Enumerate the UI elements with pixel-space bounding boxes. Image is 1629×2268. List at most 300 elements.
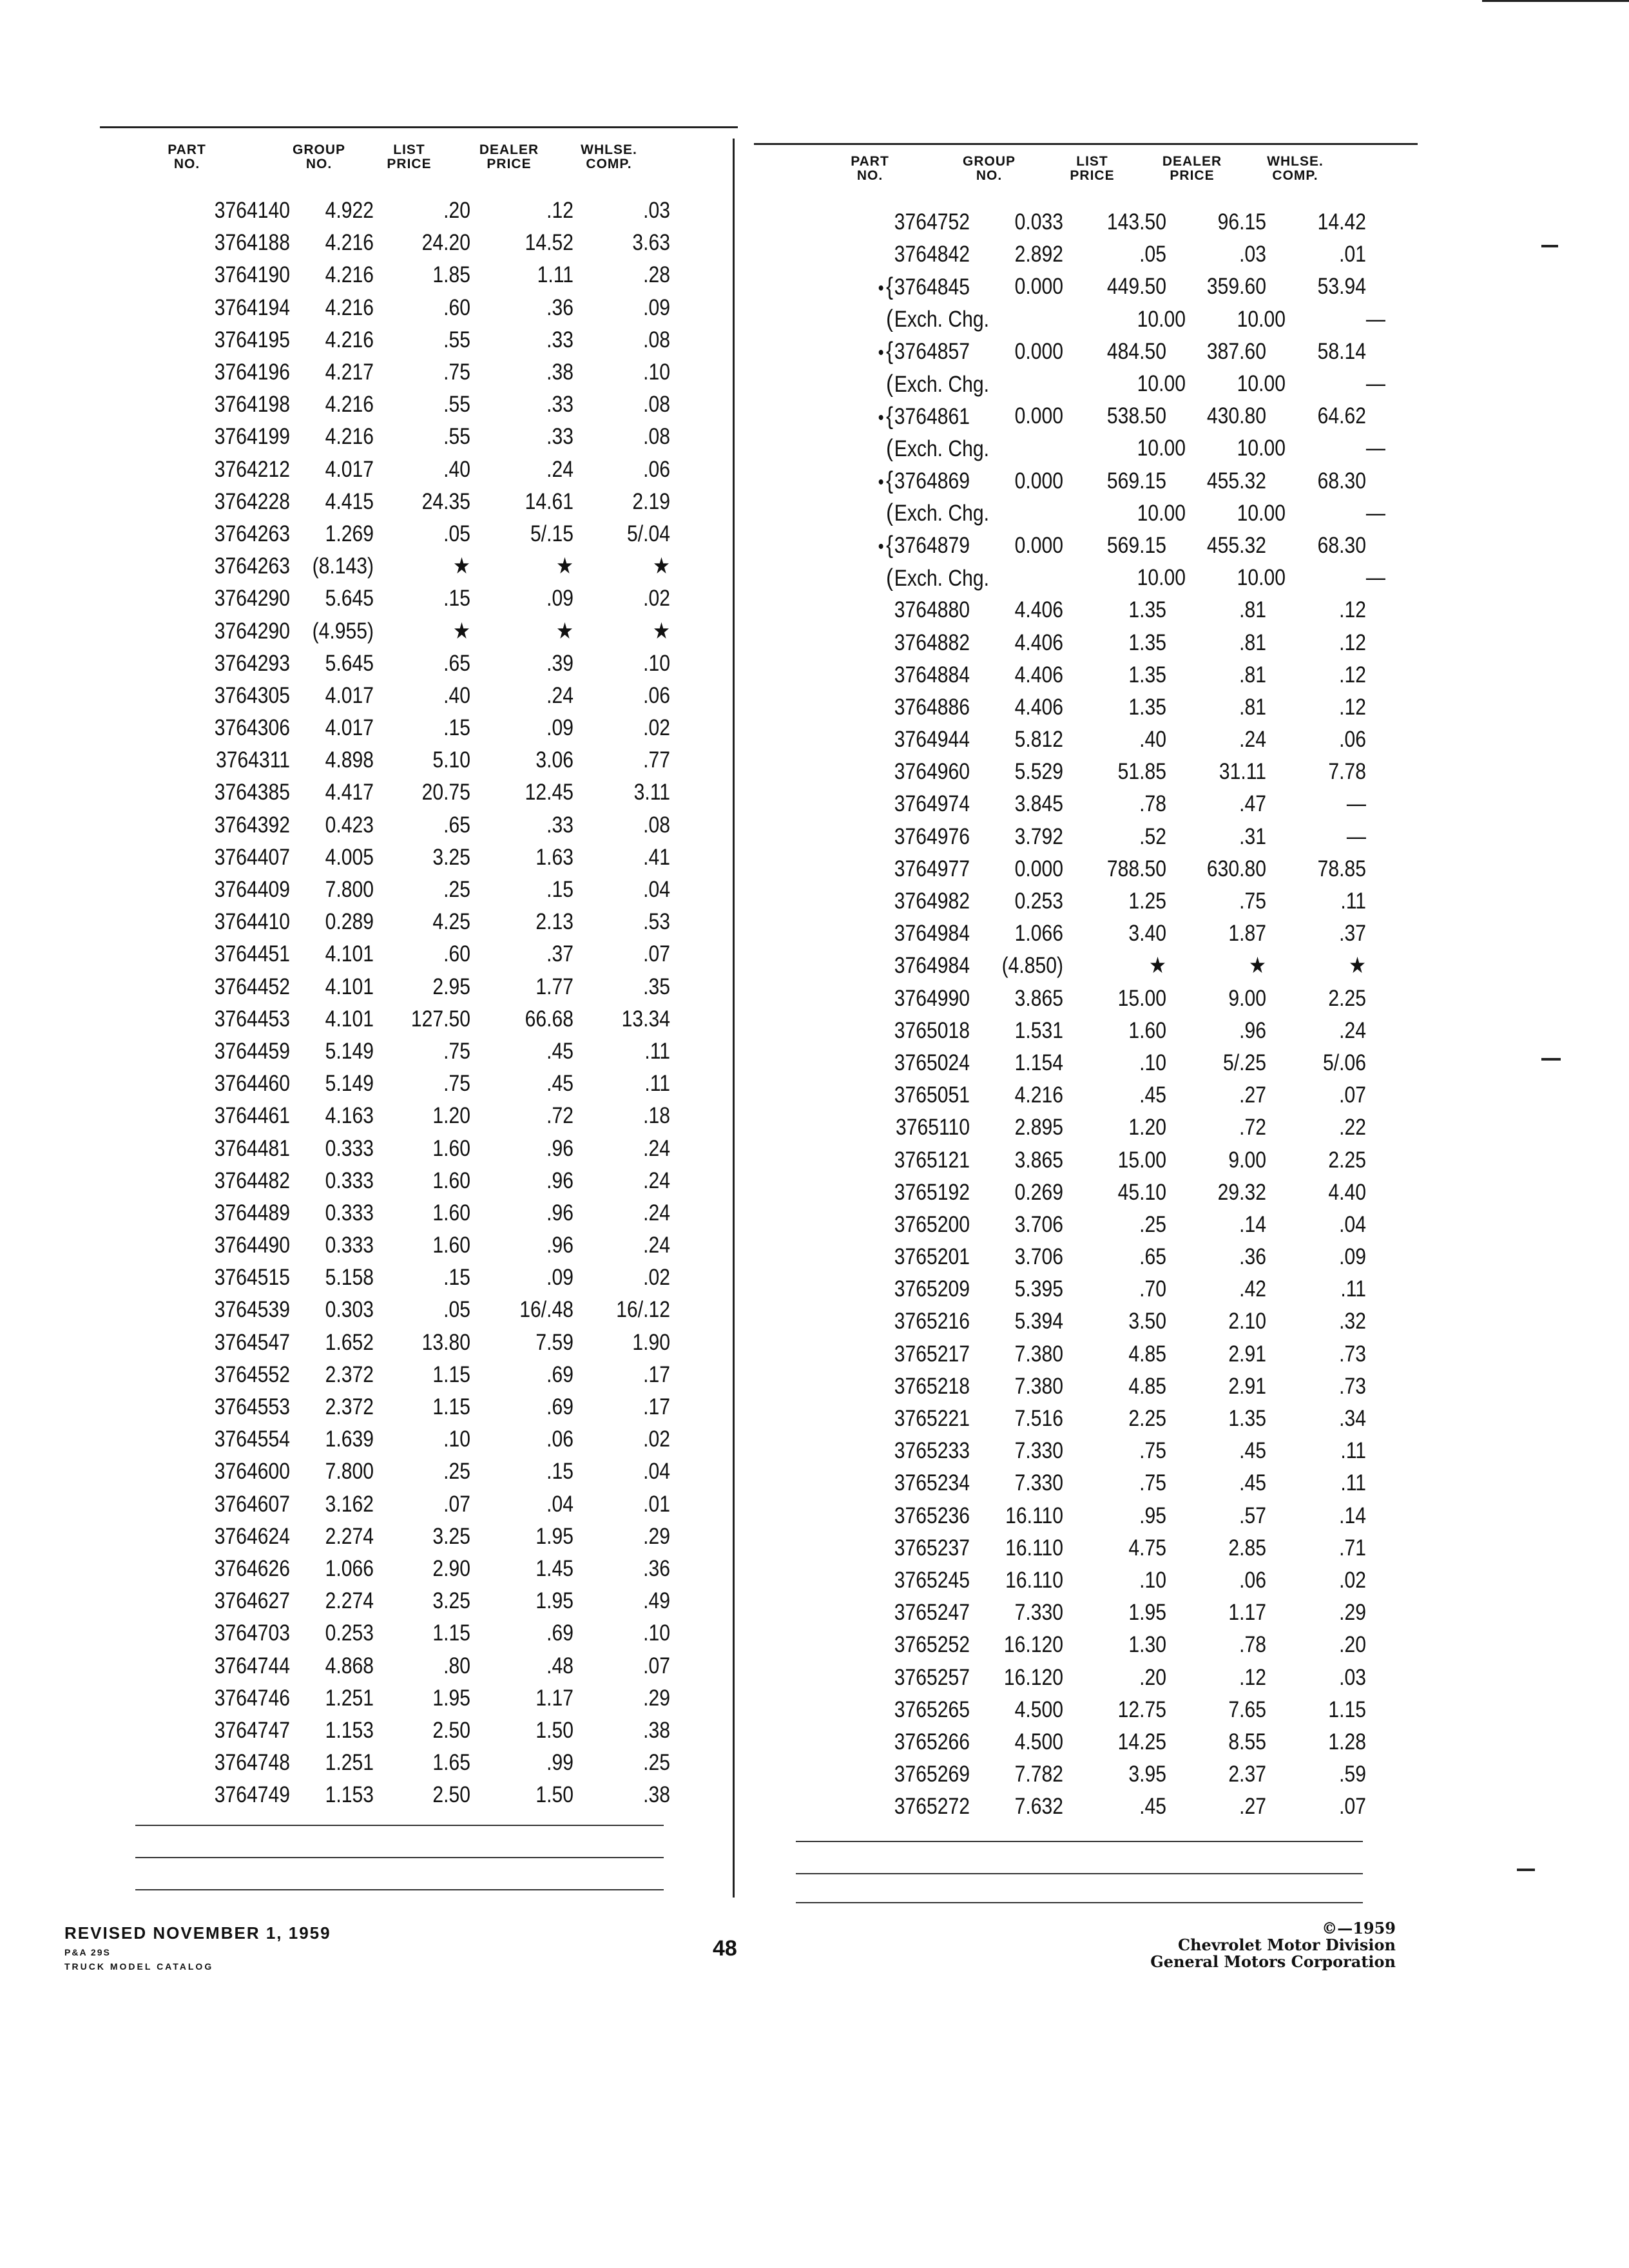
cell-list bbox=[1077, 1470, 1166, 1496]
cell-whlse bbox=[587, 553, 670, 579]
cell-whlse bbox=[587, 230, 670, 256]
cell-text: 4.406 bbox=[1014, 694, 1063, 720]
cell-part bbox=[818, 1600, 970, 1626]
cell-text: 3765218 bbox=[894, 1373, 970, 1399]
cell-text: 3764489 bbox=[214, 1200, 290, 1225]
cell-dealer bbox=[485, 1394, 574, 1420]
cell-text: .10 bbox=[643, 360, 670, 385]
pa-code: P&A 29S bbox=[64, 1947, 111, 1957]
header-whlse-comp: WHLSE. COMP. bbox=[581, 142, 637, 171]
cell-list bbox=[1077, 468, 1166, 494]
cell-list bbox=[1077, 242, 1166, 267]
table-row bbox=[793, 1370, 1385, 1403]
cell-text: 3764607 bbox=[214, 1491, 290, 1517]
table-row bbox=[793, 1629, 1385, 1661]
cell-whlse bbox=[1280, 856, 1366, 882]
cell-text: .35 bbox=[643, 974, 670, 999]
cell-whlse bbox=[587, 457, 670, 483]
cell-dealer bbox=[1181, 1632, 1266, 1658]
cell-dealer bbox=[485, 780, 574, 805]
header-whlse-comp: WHLSE. COMP. bbox=[1267, 154, 1324, 183]
cell-text: 3764884 bbox=[894, 662, 970, 687]
cell-part bbox=[818, 273, 970, 301]
cell-whlse bbox=[587, 1459, 670, 1485]
cell-group bbox=[302, 327, 374, 353]
cell-text: .37 bbox=[1339, 921, 1366, 947]
cell-dealer bbox=[485, 327, 574, 353]
cell-text: 2.91 bbox=[1228, 1373, 1266, 1399]
cell-whlse bbox=[587, 1620, 670, 1646]
cell-dealer bbox=[485, 1265, 574, 1291]
header-list-price: LIST PRICE bbox=[1070, 154, 1115, 183]
footer-rule bbox=[796, 1873, 1363, 1874]
cell-part bbox=[818, 1212, 970, 1238]
cell-part bbox=[151, 1330, 290, 1356]
cell-whlse bbox=[587, 1427, 670, 1452]
cell-text: .27 bbox=[1239, 1794, 1266, 1820]
cell-group bbox=[302, 1136, 374, 1162]
cell-text: 68.30 bbox=[1317, 468, 1366, 494]
cell-text: .69 bbox=[546, 1394, 574, 1420]
cell-whlse bbox=[587, 1168, 670, 1194]
cell-part bbox=[818, 824, 970, 850]
cell-text: 3764195 bbox=[214, 327, 290, 352]
cell-text: Exch. Chg. bbox=[894, 307, 989, 332]
cell-group bbox=[302, 1265, 374, 1291]
table-row bbox=[129, 1553, 670, 1585]
table-row bbox=[129, 324, 670, 356]
cell-dealer bbox=[485, 845, 574, 870]
table-row bbox=[129, 1682, 670, 1715]
cell-text: 1.50 bbox=[535, 1717, 574, 1743]
cell-dealer bbox=[1181, 1018, 1266, 1044]
cell-text: 1.11 bbox=[537, 262, 574, 288]
cell-text: 1.35 bbox=[1128, 694, 1166, 720]
cell-text: .45 bbox=[546, 1038, 574, 1064]
table-row bbox=[793, 1661, 1385, 1693]
table-row bbox=[793, 626, 1385, 658]
cell-text: .45 bbox=[1239, 1438, 1266, 1464]
cell-part bbox=[151, 715, 290, 741]
cell-part bbox=[151, 457, 290, 483]
cell-whlse bbox=[587, 295, 670, 321]
table-row bbox=[793, 821, 1385, 853]
cell-text: .10 bbox=[643, 1620, 670, 1646]
cell-part bbox=[818, 1050, 970, 1076]
cell-dealer bbox=[485, 1588, 574, 1614]
cell-part bbox=[151, 1524, 290, 1550]
cell-text: 2.90 bbox=[432, 1555, 470, 1581]
cell-group bbox=[983, 1503, 1063, 1529]
cell-part bbox=[151, 360, 290, 385]
cell-group bbox=[983, 1115, 1063, 1140]
cell-dealer bbox=[1200, 436, 1286, 461]
cell-text: 1.20 bbox=[432, 1103, 470, 1129]
cell-whlse bbox=[587, 1330, 670, 1356]
cell-text: 15.00 bbox=[1117, 1147, 1166, 1173]
table-row bbox=[793, 1047, 1385, 1079]
cell-list bbox=[387, 1750, 470, 1776]
cell-text: .08 bbox=[643, 392, 670, 418]
brace-icon: ( bbox=[886, 305, 894, 333]
table-row bbox=[793, 1467, 1385, 1499]
margin-mark bbox=[1517, 1869, 1535, 1871]
cell-text: .41 bbox=[643, 844, 670, 870]
cell-text: 4.406 bbox=[1014, 662, 1063, 687]
cell-whlse bbox=[587, 651, 670, 677]
cell-group bbox=[302, 1750, 374, 1776]
cell-list bbox=[1077, 1762, 1166, 1787]
cell-text: 3764976 bbox=[894, 823, 970, 849]
cell-list bbox=[387, 392, 470, 418]
cell-whlse bbox=[1280, 1244, 1366, 1270]
cell-part bbox=[818, 1665, 970, 1691]
cell-group bbox=[302, 553, 374, 579]
cell-text: .18 bbox=[643, 1103, 670, 1129]
cell-part bbox=[151, 230, 290, 256]
cell-part bbox=[818, 921, 970, 947]
cell-text: 1.154 bbox=[1014, 1050, 1063, 1075]
exchange-charge-row bbox=[793, 432, 1385, 465]
table-row bbox=[793, 1305, 1385, 1338]
cell-text: — bbox=[1346, 823, 1366, 849]
cell-text: .09 bbox=[546, 715, 574, 741]
cell-text: .36 bbox=[643, 1555, 670, 1581]
cell-dealer bbox=[1181, 759, 1266, 785]
cell-text: 2.25 bbox=[1328, 1147, 1366, 1173]
cell-text: 2.85 bbox=[1228, 1535, 1266, 1561]
cell-list bbox=[387, 521, 470, 547]
column-divider bbox=[733, 139, 735, 1898]
cell-text: 3.162 bbox=[325, 1491, 374, 1517]
cell-text: .14 bbox=[1239, 1211, 1266, 1237]
cell-list bbox=[387, 1653, 470, 1679]
cell-dealer bbox=[1181, 1729, 1266, 1755]
cell-list bbox=[387, 1524, 470, 1550]
table-row bbox=[793, 1241, 1385, 1273]
cell-text: 4.75 bbox=[1128, 1535, 1166, 1561]
cell-list bbox=[387, 1103, 470, 1129]
cell-text: 3764749 bbox=[214, 1782, 290, 1808]
cell-text: — bbox=[1365, 565, 1385, 591]
cell-text: 14.25 bbox=[1117, 1729, 1166, 1754]
cell-text: .06 bbox=[643, 682, 670, 708]
cell-text: 3764747 bbox=[214, 1717, 290, 1743]
cell-text: 1.639 bbox=[325, 1427, 374, 1452]
cell-text: 2.372 bbox=[325, 1361, 374, 1387]
cell-dealer bbox=[1181, 1050, 1266, 1076]
cell-text: 3765252 bbox=[894, 1632, 970, 1658]
cell-part bbox=[818, 1374, 970, 1399]
cell-part bbox=[151, 1394, 290, 1420]
table-row bbox=[129, 389, 670, 421]
cell-text: .81 bbox=[1239, 629, 1266, 655]
cell-whlse bbox=[587, 360, 670, 385]
cell-whlse bbox=[587, 1136, 670, 1162]
cell-list bbox=[387, 1718, 470, 1744]
cell-text: .99 bbox=[546, 1750, 574, 1776]
cell-part bbox=[151, 651, 290, 677]
cell-whlse bbox=[1280, 824, 1366, 850]
cell-part bbox=[151, 262, 290, 288]
corner-rule bbox=[1482, 0, 1629, 2]
cell-dealer bbox=[1200, 565, 1286, 591]
cell-dealer bbox=[485, 1039, 574, 1064]
cell-group bbox=[302, 651, 374, 677]
cell-text: 45.10 bbox=[1117, 1179, 1166, 1205]
cell-dealer bbox=[485, 553, 574, 579]
cell-text: 1.65 bbox=[432, 1750, 470, 1776]
cell-text: 1.153 bbox=[325, 1717, 374, 1743]
cell-whlse bbox=[1280, 1470, 1366, 1496]
cell-list bbox=[1097, 436, 1186, 461]
table-row bbox=[793, 1015, 1385, 1047]
cell-whlse bbox=[587, 1394, 670, 1420]
cell-list bbox=[1077, 1632, 1166, 1658]
cell-text: 3764882 bbox=[894, 629, 970, 655]
table-row bbox=[793, 1403, 1385, 1435]
corporation-name: General Motors Corporation bbox=[1150, 1952, 1396, 1971]
table-row bbox=[793, 691, 1385, 724]
cell-text: 7.78 bbox=[1328, 759, 1366, 785]
cell-text: 788.50 bbox=[1106, 856, 1166, 881]
cell-dealer bbox=[485, 1233, 574, 1258]
cell-text: 2.274 bbox=[325, 1588, 374, 1614]
cell-list bbox=[1097, 565, 1186, 591]
cell-whlse bbox=[1280, 1729, 1366, 1755]
cell-dealer bbox=[485, 1006, 574, 1032]
cell-text: 7.330 bbox=[1014, 1600, 1063, 1626]
cell-text: (4.850) bbox=[1001, 953, 1063, 979]
cell-text: 1.066 bbox=[1014, 921, 1063, 947]
cell-text: 4.216 bbox=[325, 294, 374, 320]
cell-list bbox=[1077, 791, 1166, 817]
cell-text: 3.50 bbox=[1128, 1309, 1166, 1334]
cell-list bbox=[387, 553, 470, 579]
cell-dealer bbox=[1181, 921, 1266, 947]
cell-group bbox=[302, 1620, 374, 1646]
cell-text: 0.423 bbox=[325, 812, 374, 838]
cell-whlse bbox=[1280, 759, 1366, 785]
table-row bbox=[129, 518, 670, 550]
cell-dealer bbox=[485, 1492, 574, 1517]
cell-text: .95 bbox=[1139, 1503, 1166, 1528]
cell-text: 3764984 bbox=[894, 953, 970, 979]
cell-list bbox=[1077, 1148, 1166, 1173]
cell-list bbox=[1077, 1276, 1166, 1302]
cell-part bbox=[818, 1470, 970, 1496]
cell-list bbox=[1077, 1568, 1166, 1593]
cell-group bbox=[302, 198, 374, 224]
cell-text: .08 bbox=[643, 327, 670, 352]
cell-text: .20 bbox=[1139, 1664, 1166, 1690]
cell-dealer bbox=[1181, 1212, 1266, 1238]
cell-text: 0.000 bbox=[1014, 274, 1063, 300]
cell-part bbox=[818, 1438, 970, 1464]
cell-text: 1.15 bbox=[432, 1394, 470, 1420]
cell-text: .81 bbox=[1239, 597, 1266, 623]
cell-group bbox=[983, 889, 1063, 914]
cell-part bbox=[151, 683, 290, 709]
cell-whlse bbox=[1280, 889, 1366, 914]
cell-text: .25 bbox=[443, 877, 470, 903]
cell-dealer bbox=[1181, 533, 1266, 559]
cell-dealer bbox=[485, 1168, 574, 1194]
cell-list bbox=[1097, 501, 1186, 526]
cell-text: .25 bbox=[643, 1750, 670, 1776]
cell-text: — bbox=[1365, 306, 1385, 332]
cell-part bbox=[151, 780, 290, 805]
table-row bbox=[793, 950, 1385, 982]
cell-dealer bbox=[1200, 371, 1286, 397]
cell-text: .04 bbox=[546, 1491, 574, 1517]
cell-whlse bbox=[587, 521, 670, 547]
cell-part bbox=[151, 1200, 290, 1226]
cell-text: 1.95 bbox=[535, 1523, 574, 1549]
cell-whlse bbox=[587, 1265, 670, 1291]
cell-text: 5.645 bbox=[325, 650, 374, 676]
cell-text: .33 bbox=[546, 327, 574, 352]
header-list-price: LIST PRICE bbox=[387, 142, 432, 171]
cell-text: 15.00 bbox=[1117, 985, 1166, 1011]
table-row bbox=[129, 906, 670, 938]
cell-dealer bbox=[485, 1297, 574, 1323]
cell-text: .42 bbox=[1239, 1276, 1266, 1302]
cell-text: 14.42 bbox=[1317, 209, 1366, 235]
table-row bbox=[793, 885, 1385, 918]
cell-group bbox=[983, 1180, 1063, 1206]
cell-group bbox=[983, 1212, 1063, 1238]
cell-text: .75 bbox=[443, 1038, 470, 1064]
cell-text: 3764409 bbox=[214, 877, 290, 903]
cell-text: .65 bbox=[443, 812, 470, 838]
cell-group bbox=[983, 824, 1063, 850]
cell-text: .01 bbox=[643, 1491, 670, 1517]
cell-text: 64.62 bbox=[1317, 403, 1366, 429]
cell-text: 3765237 bbox=[894, 1535, 970, 1561]
cell-text: (8.143) bbox=[312, 553, 374, 579]
cell-text: 4.216 bbox=[325, 424, 374, 450]
cell-part bbox=[151, 1103, 290, 1129]
cell-text: .45 bbox=[1139, 1082, 1166, 1108]
cell-text: .81 bbox=[1239, 662, 1266, 687]
cell-text: .24 bbox=[546, 456, 574, 482]
cell-text: .20 bbox=[443, 198, 470, 224]
brace-icon: { bbox=[886, 467, 894, 495]
cell-text: 7.800 bbox=[325, 1459, 374, 1485]
cell-text: .24 bbox=[643, 1135, 670, 1161]
cell-text: 1.60 bbox=[432, 1233, 470, 1258]
cell-text: 66.68 bbox=[525, 1006, 574, 1032]
header-dealer-price: DEALER PRICE bbox=[1162, 154, 1222, 183]
cell-text: .37 bbox=[546, 941, 574, 967]
exchange-charge-row bbox=[793, 497, 1385, 530]
cell-part bbox=[151, 1459, 290, 1485]
cell-text: 1.90 bbox=[632, 1329, 670, 1355]
cell-text: .38 bbox=[643, 1782, 670, 1808]
cell-group bbox=[302, 1039, 374, 1064]
cell-part bbox=[818, 1632, 970, 1658]
table-row bbox=[129, 809, 670, 841]
cell-text: .40 bbox=[1139, 727, 1166, 753]
cell-whlse bbox=[587, 715, 670, 741]
cell-text: .34 bbox=[1339, 1406, 1366, 1432]
cell-dealer bbox=[485, 1459, 574, 1485]
cell-text: .27 bbox=[1239, 1082, 1266, 1108]
cell-whlse bbox=[1280, 662, 1366, 688]
cell-whlse bbox=[1280, 986, 1366, 1012]
cell-dealer bbox=[1181, 695, 1266, 720]
table-row bbox=[793, 756, 1385, 788]
cell-whlse bbox=[587, 424, 670, 450]
cell-text: Exch. Chg. bbox=[894, 565, 989, 591]
cell-list bbox=[1077, 824, 1166, 850]
cell-whlse bbox=[587, 845, 670, 870]
cell-dealer bbox=[1181, 1406, 1266, 1432]
cell-whlse bbox=[1280, 1212, 1366, 1238]
cell-text: 1.60 bbox=[432, 1200, 470, 1225]
cell-dealer bbox=[1181, 403, 1266, 429]
cell-text: 3764869 bbox=[894, 468, 970, 494]
cell-dealer bbox=[1181, 274, 1266, 300]
cell-text: 3764857 bbox=[894, 339, 970, 365]
cell-text: 4.500 bbox=[1014, 1729, 1063, 1754]
cell-whlse bbox=[587, 909, 670, 935]
cell-group bbox=[983, 533, 1063, 559]
cell-list bbox=[387, 1039, 470, 1064]
cell-text: .75 bbox=[1239, 889, 1266, 914]
cell-group bbox=[302, 812, 374, 838]
cell-text: .96 bbox=[546, 1233, 574, 1258]
cell-text: 3764842 bbox=[894, 242, 970, 267]
cell-dealer bbox=[1181, 1665, 1266, 1691]
cell-part bbox=[818, 1276, 970, 1302]
cell-text: 3764974 bbox=[894, 791, 970, 817]
cell-dealer bbox=[485, 941, 574, 967]
cell-text: 3764188 bbox=[214, 230, 290, 256]
cell-dealer bbox=[1181, 824, 1266, 850]
cell-part bbox=[818, 1018, 970, 1044]
cell-text: 3764263 bbox=[214, 521, 290, 546]
cell-list bbox=[387, 295, 470, 321]
cell-text: 7.330 bbox=[1014, 1438, 1063, 1464]
cell-whlse bbox=[1280, 597, 1366, 623]
cell-text: .11 bbox=[1340, 1438, 1366, 1464]
cell-text: 0.333 bbox=[325, 1135, 374, 1161]
cell-dealer bbox=[1181, 209, 1266, 235]
cell-list bbox=[387, 683, 470, 709]
cell-text: .96 bbox=[1239, 1017, 1266, 1043]
table-row bbox=[129, 1715, 670, 1747]
cell-text: 1.30 bbox=[1128, 1632, 1166, 1658]
cell-text: 78.85 bbox=[1317, 856, 1366, 881]
cell-text: 1.15 bbox=[432, 1620, 470, 1646]
cell-dealer bbox=[1181, 1374, 1266, 1399]
table-row bbox=[793, 918, 1385, 950]
cell-text: 1.251 bbox=[325, 1685, 374, 1711]
cell-dealer bbox=[485, 521, 574, 547]
cell-group bbox=[983, 1148, 1063, 1173]
cell-text: 4.40 bbox=[1328, 1179, 1366, 1205]
cell-group bbox=[302, 1233, 374, 1258]
cell-list bbox=[1077, 1309, 1166, 1334]
copyright-year: ©—1959 bbox=[1322, 1919, 1396, 1937]
cell-whlse bbox=[1280, 1438, 1366, 1464]
cell-text: .09 bbox=[546, 586, 574, 611]
cell-list bbox=[1077, 1697, 1166, 1723]
cell-text: 3765200 bbox=[894, 1211, 970, 1237]
cell-part bbox=[820, 370, 989, 398]
